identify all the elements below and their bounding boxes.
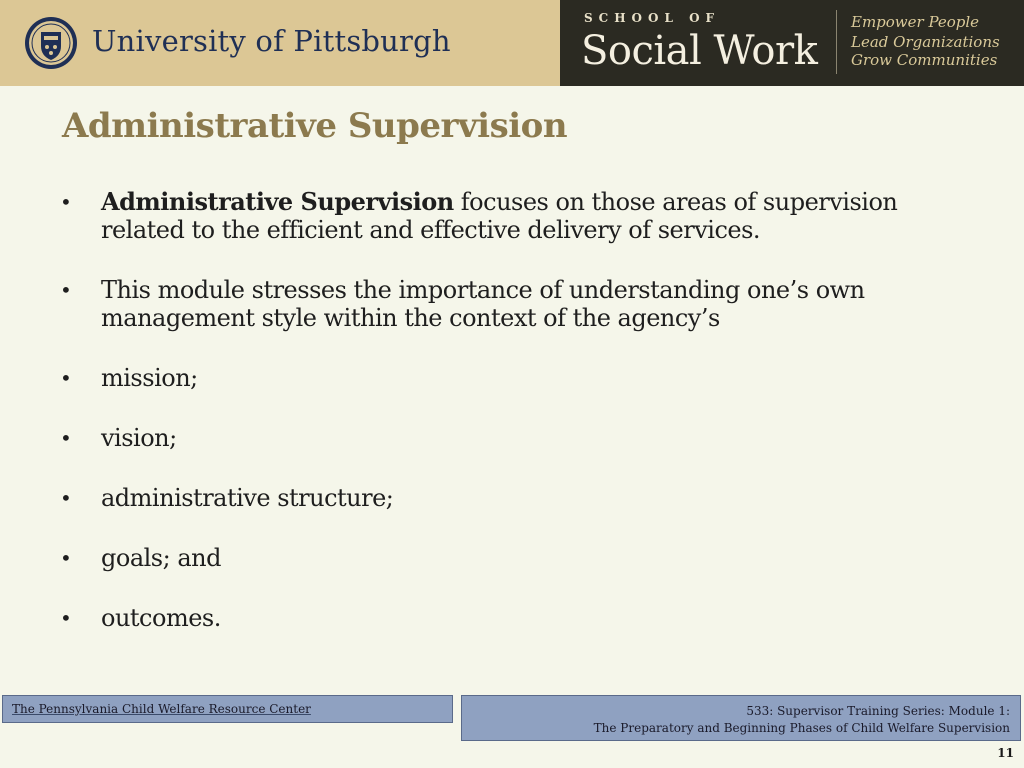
tagline-1: Empower People	[851, 13, 980, 31]
bullet-dot-icon: •	[60, 486, 72, 510]
bullet-item	[60, 604, 980, 632]
bullet-dot-icon: •	[60, 546, 72, 570]
header-divider	[836, 10, 837, 74]
bullet-list	[60, 188, 980, 632]
bullet-dot-icon: •	[60, 366, 72, 390]
footer-course-text	[594, 703, 1010, 737]
bullet-text: This module stresses the importance of understanding one’s own management style within the context of the agency’s	[101, 276, 865, 332]
slide-title: Administrative Supervision	[62, 106, 568, 146]
footer-organization-link[interactable]: The Pennsylvania Child Welfare Resource Center	[12, 702, 311, 716]
bullet-item	[60, 364, 980, 392]
bullet-item	[60, 544, 980, 572]
page-number: 11	[997, 746, 1014, 760]
footer-course-line-2: The Preparatory and Beginning Phases of Child Welfare Supervision	[593, 721, 1010, 735]
bullet-item	[60, 424, 980, 452]
bullet-item	[60, 276, 980, 332]
bullet-dot-icon: •	[60, 606, 72, 630]
bullet-text: vision;	[101, 424, 177, 452]
tagline-2: Lead Organizations	[851, 33, 1000, 51]
footer-course-line-1: 533: Supervisor Training Series: Module 1:	[746, 704, 1010, 718]
university-banner	[0, 0, 560, 86]
bullet-text: focuses on those areas of supervision related to the efficient and effective delivery of services.	[101, 188, 898, 244]
bullet-text: mission;	[101, 364, 198, 392]
header-banner	[0, 0, 1024, 86]
bullet-dot-icon: •	[60, 190, 72, 214]
bullet-text: goals; and	[101, 544, 221, 572]
university-name: University of Pittsburgh	[92, 24, 451, 58]
tagline-3: Grow Communities	[851, 51, 998, 69]
footer-organization-box	[2, 695, 453, 723]
school-name: Social Work	[581, 28, 818, 74]
bullet-dot-icon: •	[60, 426, 72, 450]
university-seal-icon	[24, 14, 78, 72]
bullet-item	[60, 188, 980, 244]
bullet-text: administrative structure;	[101, 484, 394, 512]
bullet-text: outcomes.	[101, 604, 221, 632]
footer-course-box	[461, 695, 1021, 741]
bullet-bold: Administrative Supervision	[101, 187, 454, 216]
school-of-label: SCHOOL OF	[584, 11, 721, 25]
bullet-dot-icon: •	[60, 278, 72, 302]
bullet-item	[60, 484, 980, 512]
